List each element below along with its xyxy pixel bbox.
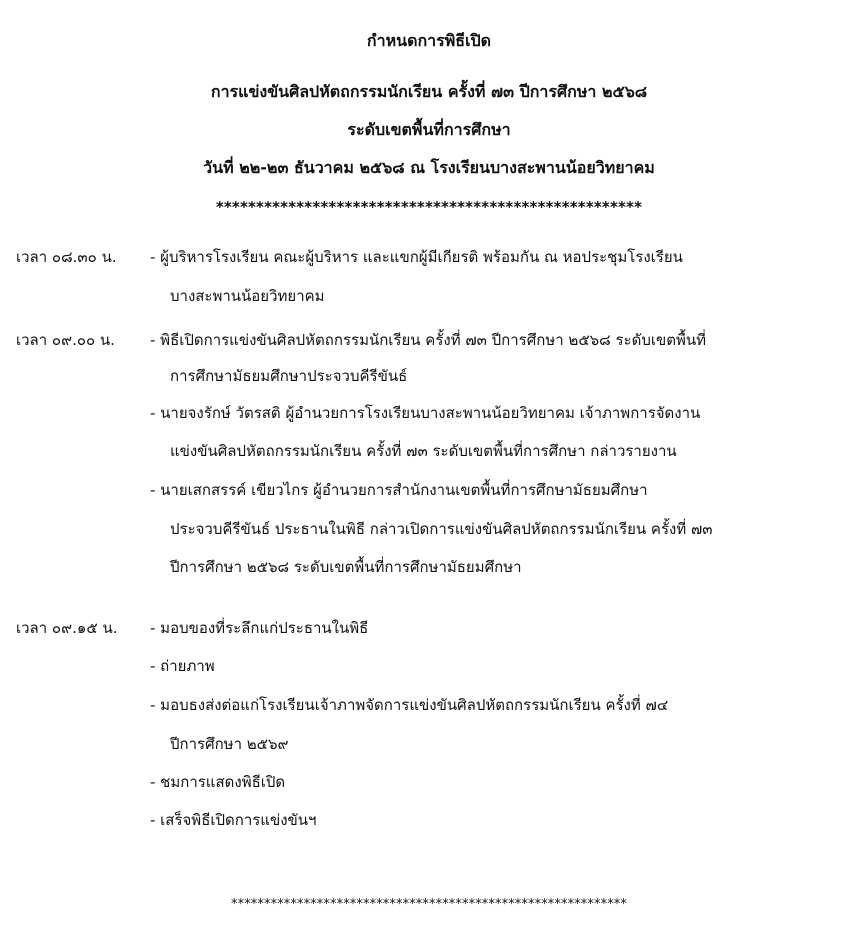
schedule-time-0830: เวลา ๐๘.๓๐ น. — [16, 248, 117, 266]
divider-stars-bottom: ************************************************************ — [231, 897, 627, 912]
divider-stars-top: ***************************************************** — [215, 198, 643, 216]
schedule-item-text: ประจวบคีรีขันธ์ ประธานในพิธี กล่าวเปิดการแข่งขันศิลปหัตถกรรมนักเรียน ครั้งที่ ๗๓ — [170, 520, 713, 538]
schedule-item-text: - ผู้บริหารโรงเรียน คณะผู้บริหาร และแขกผู้มีเกียรติ พร้อมกัน ณ หอประชุมโรงเรียน — [150, 248, 683, 266]
event-date-venue: วันที่ ๒๒-๒๓ ธันวาคม ๒๕๖๘ ณ โรงเรียนบางสะพานน้อยวิทยาคม — [203, 158, 655, 177]
schedule-item-text: - ชมการแสดงพิธีเปิด — [150, 773, 286, 791]
schedule-item-text: การศึกษามัธยมศึกษาประจวบคีรีขันธ์ — [170, 367, 408, 385]
schedule-item-text: - ถ่ายภาพ — [150, 657, 215, 675]
schedule-item-text: ปีการศึกษา ๒๕๖๙ — [170, 735, 289, 753]
schedule-time-0915: เวลา ๐๙.๑๕ น. — [16, 619, 118, 637]
schedule-item-text: - พิธีเปิดการแข่งขันศิลปหัตถกรรมนักเรียน ครั้งที่ ๗๓ ปีการศึกษา ๒๕๖๘ ระดับเขตพื้นที่ — [150, 331, 707, 349]
schedule-item-text: ปีการศึกษา ๒๕๖๘ ระดับเขตพื้นที่การศึกษามัธยมศึกษา — [170, 558, 522, 576]
competition-level: ระดับเขตพื้นที่การศึกษา — [347, 120, 511, 139]
schedule-item-text: บางสะพานน้อยวิทยาคม — [170, 287, 325, 305]
competition-title: การแข่งขันศิลปหัตถกรรมนักเรียน ครั้งที่ ๗๓ ปีการศึกษา ๒๕๖๘ — [210, 82, 648, 101]
schedule-item-text: - นายเสกสรรค์ เขียวไกร ผู้อำนวยการสำนักงานเขตพื้นที่การศึกษามัธยมศึกษา — [150, 481, 648, 499]
schedule-item-text: - นายจงรักษ์ วัตรสติ ผู้อำนวยการโรงเรียนบางสะพานน้อยวิทยาคม เจ้าภาพการจัดงาน — [150, 404, 701, 422]
schedule-item-text: แข่งขันศิลปหัตถกรรมนักเรียน ครั้งที่ ๗๓ ระดับเขตพื้นที่การศึกษา กล่าวรายงาน — [170, 442, 677, 460]
schedule-item-text: - มอบธงส่งต่อแก่โรงเรียนเจ้าภาพจัดการแข่งขันศิลปหัตถกรรมนักเรียน ครั้งที่ ๗๔ — [150, 696, 669, 714]
schedule-time-0900: เวลา ๐๙.๐๐ น. — [16, 331, 115, 349]
schedule-item-text: - เสร็จพิธีเปิดการแข่งขันฯ — [150, 811, 317, 829]
schedule-item-text: - มอบของที่ระลึกแก่ประธานในพิธี — [150, 619, 369, 637]
document-title: กำหนดการพิธีเปิด — [366, 31, 492, 50]
